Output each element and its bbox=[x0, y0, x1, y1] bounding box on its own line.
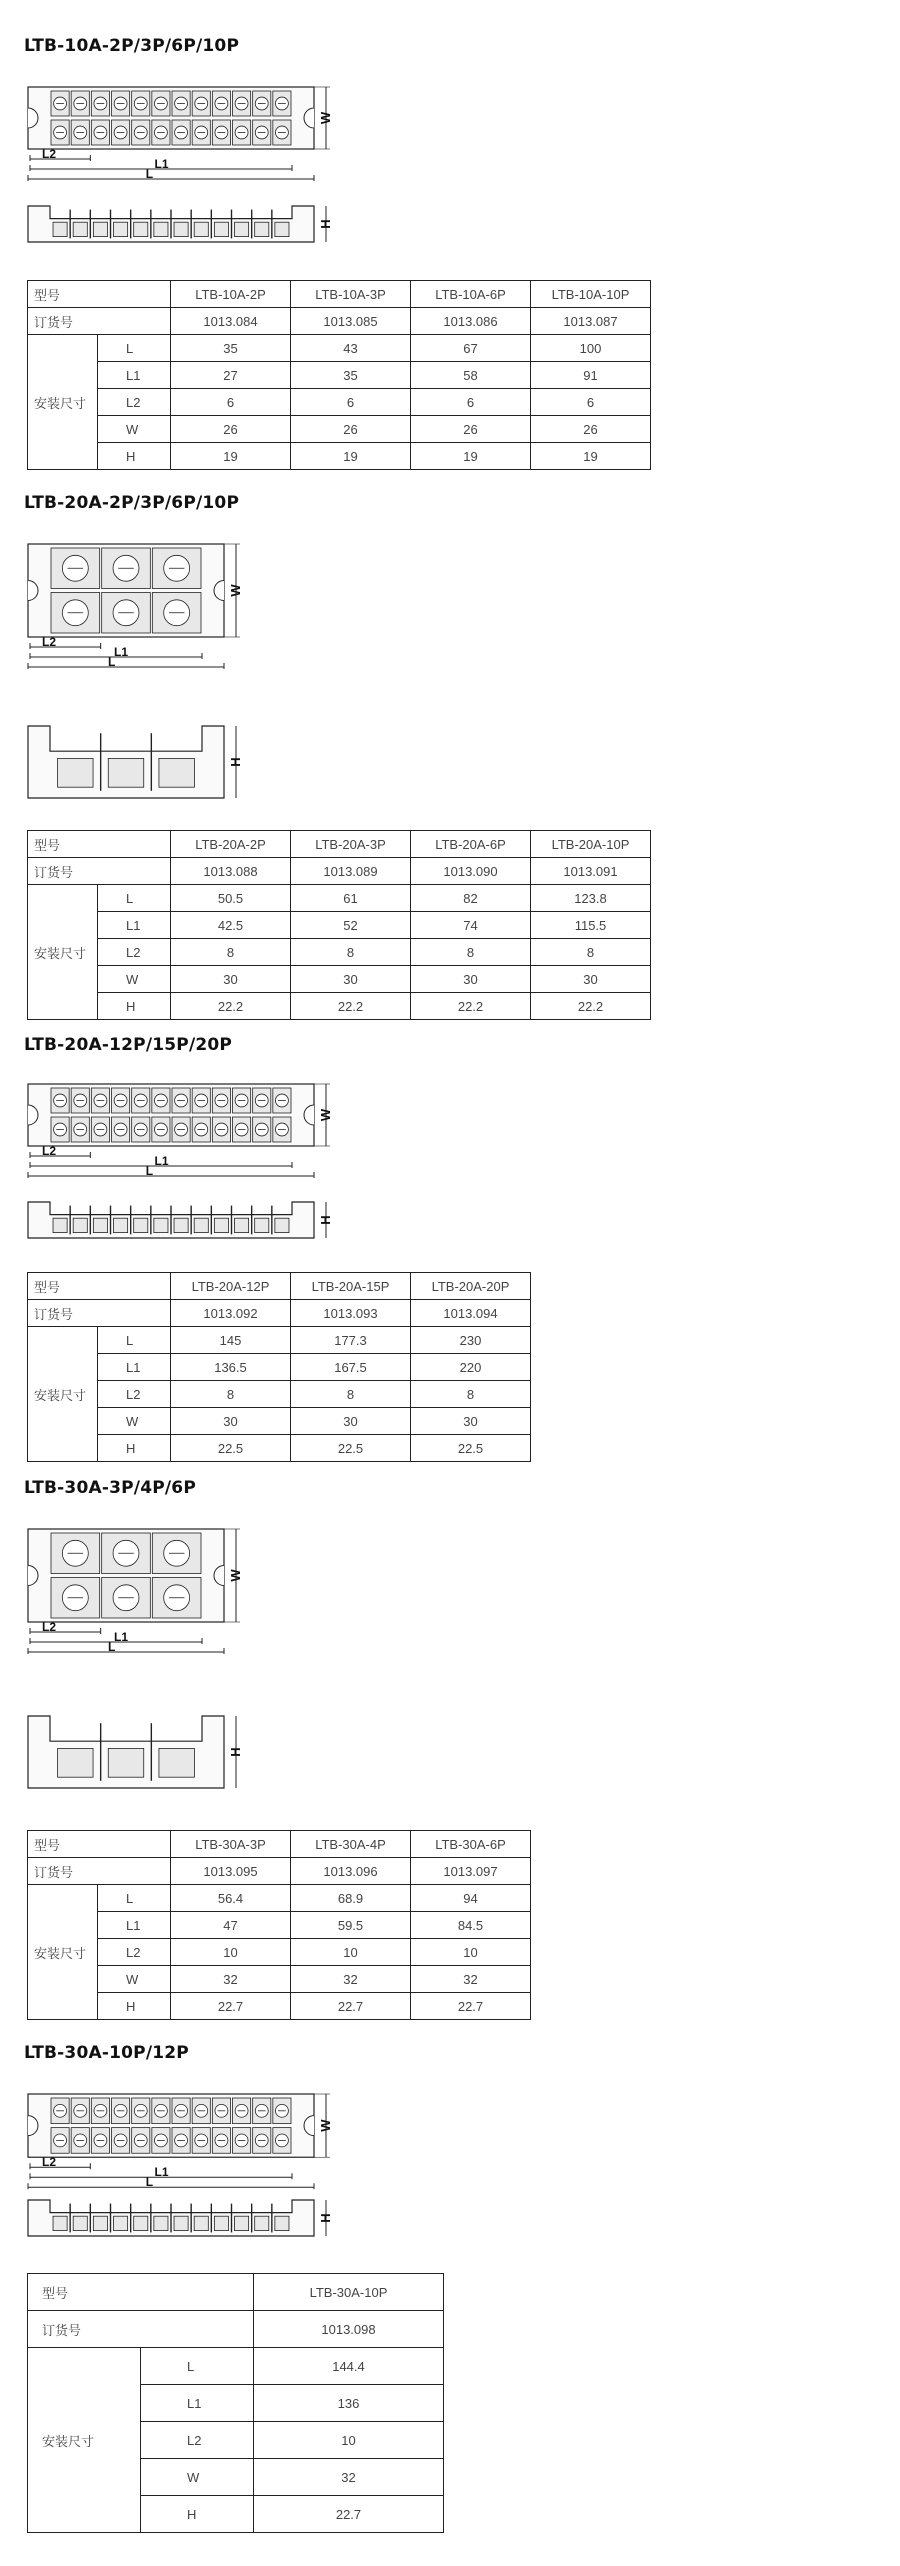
terminal-clamp bbox=[275, 1218, 289, 1232]
model-name-cell: LTB-20A-2P bbox=[171, 831, 291, 858]
dimension-name-cell: L1 bbox=[141, 2385, 254, 2422]
dimension-value-cell: 19 bbox=[411, 443, 531, 470]
terminal-clamp bbox=[194, 222, 208, 236]
dimension-name-cell: W bbox=[141, 2459, 254, 2496]
model-header-label: 型号 bbox=[28, 831, 171, 858]
table-row bbox=[28, 1993, 531, 2020]
order-no-cell: 1013.088 bbox=[171, 858, 291, 885]
dimension-value-cell: 177.3 bbox=[291, 1327, 411, 1354]
side-view-drawing bbox=[24, 720, 254, 802]
terminal-clamp bbox=[114, 1218, 128, 1232]
dimension-value-cell: 26 bbox=[291, 416, 411, 443]
dimension-value-cell: 230 bbox=[411, 1327, 531, 1354]
dim-label-l1: L1 bbox=[114, 645, 129, 659]
model-name-cell: LTB-20A-6P bbox=[411, 831, 531, 858]
dimension-name-cell: L2 bbox=[98, 1939, 171, 1966]
terminal-clamp bbox=[108, 1748, 143, 1777]
dimension-value-cell: 26 bbox=[411, 416, 531, 443]
order-no-label: 订货号 bbox=[28, 1300, 171, 1327]
table-row bbox=[28, 1327, 531, 1354]
terminal-clamp bbox=[134, 222, 148, 236]
table-row bbox=[28, 1912, 531, 1939]
side-view-drawing bbox=[24, 200, 344, 246]
dim-label-l2: L2 bbox=[42, 635, 57, 649]
terminal-clamp bbox=[53, 1218, 67, 1232]
section-title: LTB-30A-3P/4P/6P bbox=[24, 1478, 196, 1498]
table-row bbox=[28, 416, 651, 443]
dimension-value-cell: 32 bbox=[411, 1966, 531, 1993]
terminal-clamp bbox=[114, 2216, 128, 2230]
dimension-name-cell: L bbox=[98, 885, 171, 912]
dim-label-l2: L2 bbox=[42, 1620, 57, 1634]
dimension-value-cell: 67 bbox=[411, 335, 531, 362]
side-view-drawing bbox=[24, 1710, 254, 1792]
terminal-clamp bbox=[108, 758, 143, 787]
table-row bbox=[28, 966, 651, 993]
terminal-clamp bbox=[214, 2216, 228, 2230]
dimension-value-cell: 82 bbox=[411, 885, 531, 912]
dimension-value-cell: 144.4 bbox=[254, 2348, 444, 2385]
model-name-cell: LTB-10A-2P bbox=[171, 281, 291, 308]
dimension-value-cell: 22.7 bbox=[411, 1993, 531, 2020]
terminal-clamp bbox=[174, 222, 188, 236]
order-no-cell: 1013.094 bbox=[411, 1300, 531, 1327]
dimension-value-cell: 136 bbox=[254, 2385, 444, 2422]
table-row bbox=[28, 831, 651, 858]
dimension-value-cell: 42.5 bbox=[171, 912, 291, 939]
order-no-cell: 1013.093 bbox=[291, 1300, 411, 1327]
terminal-clamp bbox=[174, 2216, 188, 2230]
dimension-name-cell: W bbox=[98, 416, 171, 443]
table-row bbox=[28, 1300, 531, 1327]
dimension-value-cell: 30 bbox=[291, 966, 411, 993]
install-dimensions-label: 安装尺寸 bbox=[28, 335, 98, 470]
model-name-cell: LTB-20A-15P bbox=[291, 1273, 411, 1300]
dimension-value-cell: 22.5 bbox=[171, 1435, 291, 1462]
dimension-value-cell: 35 bbox=[291, 362, 411, 389]
dimension-value-cell: 91 bbox=[531, 362, 651, 389]
order-no-label: 订货号 bbox=[28, 1858, 171, 1885]
top-view-drawing bbox=[24, 1525, 254, 1675]
table-row bbox=[28, 858, 651, 885]
order-no-label: 订货号 bbox=[28, 2311, 254, 2348]
dimension-value-cell: 27 bbox=[171, 362, 291, 389]
dim-label-w: W bbox=[318, 1108, 333, 1122]
terminal-clamp bbox=[159, 1748, 194, 1777]
dimension-value-cell: 22.5 bbox=[411, 1435, 531, 1462]
top-view-drawing bbox=[24, 540, 254, 690]
dimension-value-cell: 26 bbox=[531, 416, 651, 443]
model-header-label: 型号 bbox=[28, 281, 171, 308]
dimension-name-cell: L2 bbox=[98, 939, 171, 966]
dimension-value-cell: 8 bbox=[171, 939, 291, 966]
dimension-value-cell: 32 bbox=[254, 2459, 444, 2496]
section-title: LTB-20A-2P/3P/6P/10P bbox=[24, 493, 240, 513]
terminal-clamp bbox=[154, 222, 168, 236]
dimension-value-cell: 52 bbox=[291, 912, 411, 939]
dim-label-l: L bbox=[108, 655, 116, 669]
dimension-value-cell: 19 bbox=[531, 443, 651, 470]
dimension-value-cell: 32 bbox=[171, 1966, 291, 1993]
model-name-cell: LTB-30A-10P bbox=[254, 2274, 444, 2311]
terminal-clamp bbox=[73, 222, 87, 236]
table-row bbox=[28, 1939, 531, 1966]
order-no-cell: 1013.086 bbox=[411, 308, 531, 335]
top-view-drawing bbox=[24, 83, 344, 183]
spec-table bbox=[27, 830, 651, 1020]
model-name-cell: LTB-30A-6P bbox=[411, 1831, 531, 1858]
order-no-cell: 1013.087 bbox=[531, 308, 651, 335]
dimension-value-cell: 30 bbox=[531, 966, 651, 993]
dimension-name-cell: H bbox=[98, 1435, 171, 1462]
dimension-value-cell: 19 bbox=[291, 443, 411, 470]
model-name-cell: LTB-20A-3P bbox=[291, 831, 411, 858]
dimension-value-cell: 136.5 bbox=[171, 1354, 291, 1381]
terminal-clamp bbox=[214, 222, 228, 236]
order-no-label: 订货号 bbox=[28, 308, 171, 335]
dimension-value-cell: 123.8 bbox=[531, 885, 651, 912]
dimension-value-cell: 6 bbox=[171, 389, 291, 416]
table-row bbox=[28, 2348, 444, 2385]
table-row bbox=[28, 1354, 531, 1381]
terminal-clamp bbox=[194, 1218, 208, 1232]
section-title: LTB-20A-12P/15P/20P bbox=[24, 1035, 233, 1055]
dimension-value-cell: 32 bbox=[291, 1966, 411, 1993]
table-row bbox=[28, 993, 651, 1020]
dimension-value-cell: 8 bbox=[291, 939, 411, 966]
dimension-value-cell: 6 bbox=[411, 389, 531, 416]
dimension-name-cell: L bbox=[98, 335, 171, 362]
terminal-clamp bbox=[235, 2216, 249, 2230]
terminal-clamp bbox=[174, 1218, 188, 1232]
table-row bbox=[28, 1885, 531, 1912]
table-row bbox=[28, 2311, 444, 2348]
dimension-name-cell: L1 bbox=[98, 362, 171, 389]
install-dimensions-label: 安装尺寸 bbox=[28, 885, 98, 1020]
model-name-cell: LTB-10A-6P bbox=[411, 281, 531, 308]
install-dimensions-label: 安装尺寸 bbox=[28, 1327, 98, 1462]
terminal-clamp bbox=[235, 1218, 249, 1232]
dimension-value-cell: 19 bbox=[171, 443, 291, 470]
table-row bbox=[28, 1273, 531, 1300]
dimension-value-cell: 8 bbox=[171, 1381, 291, 1408]
dimension-value-cell: 100 bbox=[531, 335, 651, 362]
dimension-name-cell: W bbox=[98, 1966, 171, 1993]
model-name-cell: LTB-20A-10P bbox=[531, 831, 651, 858]
top-view-drawing bbox=[24, 1080, 344, 1180]
dimension-name-cell: H bbox=[141, 2496, 254, 2533]
dimension-value-cell: 50.5 bbox=[171, 885, 291, 912]
table-row bbox=[28, 939, 651, 966]
dimension-value-cell: 115.5 bbox=[531, 912, 651, 939]
dimension-value-cell: 8 bbox=[411, 939, 531, 966]
dimension-name-cell: L1 bbox=[98, 1354, 171, 1381]
spec-table bbox=[27, 2273, 444, 2533]
dim-label-w: W bbox=[318, 111, 333, 125]
top-view-drawing bbox=[24, 2090, 344, 2192]
dimension-value-cell: 220 bbox=[411, 1354, 531, 1381]
dimension-name-cell: L bbox=[98, 1885, 171, 1912]
dim-label-h: H bbox=[228, 757, 243, 767]
dimension-value-cell: 10 bbox=[254, 2422, 444, 2459]
dimension-value-cell: 167.5 bbox=[291, 1354, 411, 1381]
terminal-clamp bbox=[194, 2216, 208, 2230]
dimension-value-cell: 30 bbox=[171, 1408, 291, 1435]
terminal-clamp bbox=[53, 2216, 67, 2230]
dim-label-h: H bbox=[228, 1747, 243, 1757]
dimension-value-cell: 68.9 bbox=[291, 1885, 411, 1912]
dim-label-w: W bbox=[228, 584, 243, 597]
terminal-clamp bbox=[214, 1218, 228, 1232]
dimension-value-cell: 8 bbox=[291, 1381, 411, 1408]
terminal-clamp bbox=[255, 2216, 269, 2230]
terminal-clamp bbox=[53, 222, 67, 236]
dimension-value-cell: 6 bbox=[291, 389, 411, 416]
terminal-clamp bbox=[275, 2216, 289, 2230]
terminal-clamp bbox=[114, 222, 128, 236]
model-header-label: 型号 bbox=[28, 1273, 171, 1300]
dimension-value-cell: 8 bbox=[531, 939, 651, 966]
dim-label-l: L bbox=[145, 1164, 154, 1178]
install-dimensions-label: 安装尺寸 bbox=[28, 1885, 98, 2020]
model-name-cell: LTB-30A-4P bbox=[291, 1831, 411, 1858]
spec-table bbox=[27, 1830, 531, 2020]
table-row bbox=[28, 362, 651, 389]
model-name-cell: LTB-20A-12P bbox=[171, 1273, 291, 1300]
dim-label-l2: L2 bbox=[42, 147, 57, 161]
table-row bbox=[28, 281, 651, 308]
dimension-value-cell: 61 bbox=[291, 885, 411, 912]
dimension-name-cell: W bbox=[98, 1408, 171, 1435]
terminal-clamp bbox=[255, 222, 269, 236]
table-row bbox=[28, 885, 651, 912]
install-dimensions-label: 安装尺寸 bbox=[28, 2348, 141, 2533]
order-no-cell: 1013.090 bbox=[411, 858, 531, 885]
dim-label-h: H bbox=[318, 1215, 333, 1225]
dim-label-w: W bbox=[228, 1569, 243, 1582]
side-view-drawing bbox=[24, 1196, 344, 1242]
dimension-value-cell: 22.7 bbox=[291, 1993, 411, 2020]
terminal-clamp bbox=[93, 1218, 107, 1232]
terminal-clamp bbox=[154, 2216, 168, 2230]
terminal-clamp bbox=[93, 222, 107, 236]
model-name-cell: LTB-20A-20P bbox=[411, 1273, 531, 1300]
dimension-value-cell: 59.5 bbox=[291, 1912, 411, 1939]
dimension-value-cell: 30 bbox=[411, 966, 531, 993]
dimension-value-cell: 8 bbox=[411, 1381, 531, 1408]
table-row bbox=[28, 1408, 531, 1435]
dim-label-l2: L2 bbox=[42, 1144, 57, 1158]
dim-label-l1: L1 bbox=[114, 1630, 129, 1644]
dimension-name-cell: L1 bbox=[98, 1912, 171, 1939]
table-row bbox=[28, 335, 651, 362]
dimension-name-cell: L2 bbox=[98, 1381, 171, 1408]
table-row bbox=[28, 1381, 531, 1408]
model-name-cell: LTB-10A-3P bbox=[291, 281, 411, 308]
terminal-clamp bbox=[93, 2216, 107, 2230]
section-title: LTB-30A-10P/12P bbox=[24, 2043, 189, 2063]
dimension-value-cell: 22.2 bbox=[291, 993, 411, 1020]
order-no-cell: 1013.091 bbox=[531, 858, 651, 885]
dimension-value-cell: 47 bbox=[171, 1912, 291, 1939]
dimension-name-cell: H bbox=[98, 993, 171, 1020]
dimension-value-cell: 10 bbox=[411, 1939, 531, 1966]
side-view-drawing bbox=[24, 2194, 344, 2240]
table-row bbox=[28, 308, 651, 335]
dimension-value-cell: 94 bbox=[411, 1885, 531, 1912]
terminal-clamp bbox=[134, 1218, 148, 1232]
table-row bbox=[28, 1966, 531, 1993]
spec-table bbox=[27, 280, 651, 470]
dimension-name-cell: L2 bbox=[141, 2422, 254, 2459]
table-row bbox=[28, 912, 651, 939]
terminal-clamp bbox=[58, 1748, 93, 1777]
dimension-value-cell: 22.7 bbox=[254, 2496, 444, 2533]
spec-table bbox=[27, 1272, 531, 1462]
order-no-label: 订货号 bbox=[28, 858, 171, 885]
dimension-value-cell: 22.2 bbox=[531, 993, 651, 1020]
dim-label-l: L bbox=[145, 2175, 154, 2190]
dim-label-l2: L2 bbox=[42, 2155, 57, 2170]
terminal-clamp bbox=[275, 222, 289, 236]
dim-label-l1: L1 bbox=[154, 1154, 169, 1168]
dimension-value-cell: 10 bbox=[291, 1939, 411, 1966]
dim-label-l1: L1 bbox=[154, 157, 169, 171]
order-no-cell: 1013.095 bbox=[171, 1858, 291, 1885]
dimension-value-cell: 22.5 bbox=[291, 1435, 411, 1462]
order-no-cell: 1013.084 bbox=[171, 308, 291, 335]
dim-label-l: L bbox=[145, 167, 154, 181]
order-no-cell: 1013.092 bbox=[171, 1300, 291, 1327]
dimension-value-cell: 22.2 bbox=[171, 993, 291, 1020]
table-row bbox=[28, 1435, 531, 1462]
terminal-clamp bbox=[58, 758, 93, 787]
dimension-name-cell: L2 bbox=[98, 389, 171, 416]
dimension-name-cell: W bbox=[98, 966, 171, 993]
section-title: LTB-10A-2P/3P/6P/10P bbox=[24, 36, 240, 56]
model-header-label: 型号 bbox=[28, 1831, 171, 1858]
dimension-value-cell: 22.7 bbox=[171, 1993, 291, 2020]
dim-label-l: L bbox=[108, 1640, 116, 1654]
dimension-value-cell: 58 bbox=[411, 362, 531, 389]
terminal-clamp bbox=[73, 2216, 87, 2230]
table-row bbox=[28, 1831, 531, 1858]
dim-label-w: W bbox=[318, 2119, 333, 2132]
model-header-label: 型号 bbox=[28, 2274, 254, 2311]
dimension-value-cell: 30 bbox=[171, 966, 291, 993]
dimension-value-cell: 10 bbox=[171, 1939, 291, 1966]
terminal-clamp bbox=[154, 1218, 168, 1232]
dimension-name-cell: H bbox=[98, 1993, 171, 2020]
dimension-value-cell: 84.5 bbox=[411, 1912, 531, 1939]
order-no-cell: 1013.097 bbox=[411, 1858, 531, 1885]
dimension-name-cell: H bbox=[98, 443, 171, 470]
dim-label-h: H bbox=[318, 2213, 333, 2223]
dimension-value-cell: 30 bbox=[411, 1408, 531, 1435]
order-no-cell: 1013.096 bbox=[291, 1858, 411, 1885]
terminal-clamp bbox=[159, 758, 194, 787]
dim-label-h: H bbox=[318, 219, 333, 229]
dimension-value-cell: 22.2 bbox=[411, 993, 531, 1020]
order-no-cell: 1013.085 bbox=[291, 308, 411, 335]
model-name-cell: LTB-10A-10P bbox=[531, 281, 651, 308]
model-name-cell: LTB-30A-3P bbox=[171, 1831, 291, 1858]
dimension-value-cell: 6 bbox=[531, 389, 651, 416]
order-no-cell: 1013.098 bbox=[254, 2311, 444, 2348]
dimension-value-cell: 74 bbox=[411, 912, 531, 939]
dim-label-l1: L1 bbox=[154, 2165, 169, 2180]
terminal-clamp bbox=[235, 222, 249, 236]
dimension-value-cell: 43 bbox=[291, 335, 411, 362]
dimension-value-cell: 26 bbox=[171, 416, 291, 443]
table-row bbox=[28, 389, 651, 416]
terminal-clamp bbox=[255, 1218, 269, 1232]
table-row bbox=[28, 1858, 531, 1885]
dimension-value-cell: 56.4 bbox=[171, 1885, 291, 1912]
terminal-clamp bbox=[73, 1218, 87, 1232]
terminal-clamp bbox=[134, 2216, 148, 2230]
dimension-value-cell: 35 bbox=[171, 335, 291, 362]
dimension-name-cell: L1 bbox=[98, 912, 171, 939]
dimension-name-cell: L bbox=[98, 1327, 171, 1354]
order-no-cell: 1013.089 bbox=[291, 858, 411, 885]
dimension-value-cell: 30 bbox=[291, 1408, 411, 1435]
dimension-value-cell: 145 bbox=[171, 1327, 291, 1354]
table-row bbox=[28, 2274, 444, 2311]
table-row bbox=[28, 443, 651, 470]
dimension-name-cell: L bbox=[141, 2348, 254, 2385]
